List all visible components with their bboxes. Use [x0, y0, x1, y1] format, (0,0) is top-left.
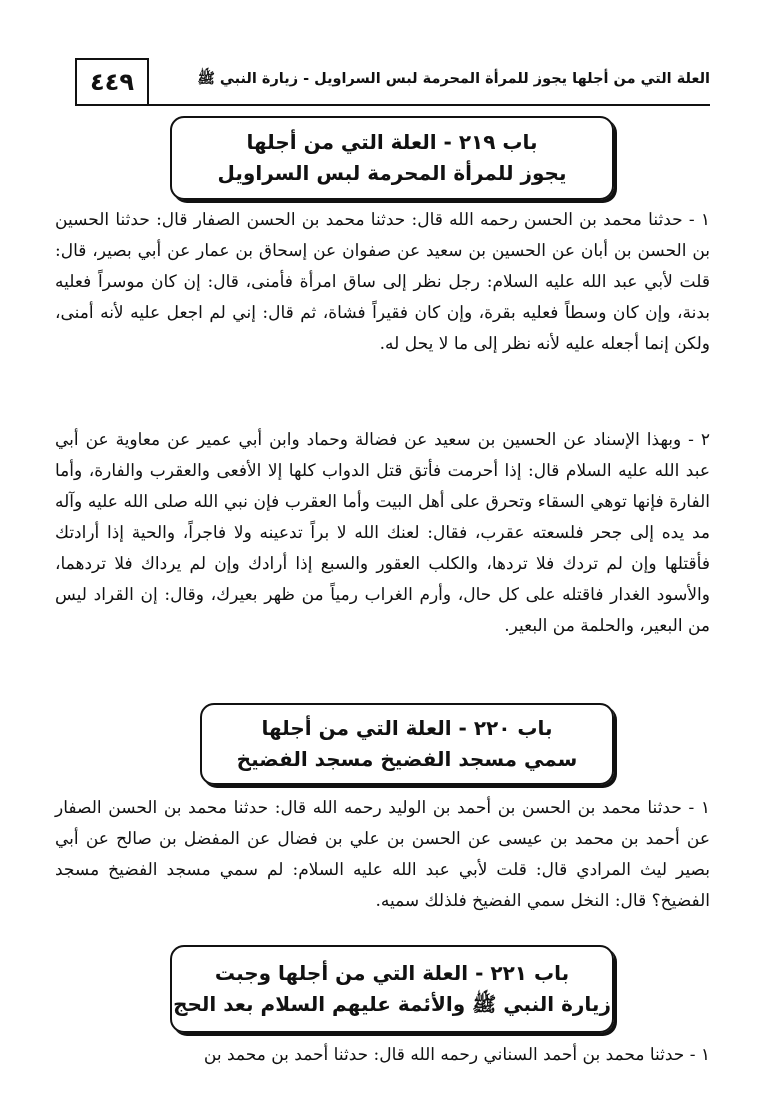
chapter-heading-line: باب ٢٢٠ - العلة التي من أجلها [261, 716, 553, 740]
chapter-heading-line: زيارة النبي ﷺ والأئمة عليهم السلام بعد الحج [173, 992, 611, 1016]
running-header [75, 58, 710, 106]
chapter-heading-line: سمي مسجد الفضيخ مسجد الفضيخ [236, 747, 578, 771]
chapter-heading-221 [170, 945, 614, 1033]
hadith-paragraph: ١ - حدثنا محمد بن الحسن رحمه الله قال: حدثنا محمد بن الحسن الصفار قال: حدثنا الحسين بن الحسن بن أبان عن الحسين بن سعيد عن صفوان عن إسحاق بن عمار عن أبي بصير، قال: قلت لأبي عبد الله عليه السلام: رجل نظر إلى ساق امرأة فأمنى، قال: إن كان موسراً فعليه بدنة، وإن كان وسطاً فعليه بقرة، وإن كان فقيراً فشاة، ثم قال: إني لم اجعل عليه لأنه أمنى، ولكن إنما أجعله عليه لأنه نظر إلى ما لا يحل له. [55, 210, 710, 354]
chapter-heading-220 [200, 703, 614, 785]
page-number: ٤٤٩ [75, 58, 149, 104]
hadith-paragraph: ١ - حدثنا محمد بن أحمد السناني رحمه الله قال: حدثنا أحمد بن محمد بن [203, 1045, 710, 1065]
chapter-heading-219 [170, 116, 614, 200]
chapter-heading-line: باب ٢٢١ - العلة التي من أجلها وجبت [214, 961, 570, 985]
running-title: العلة التي من أجلها يجوز للمرأة المحرمة لبس السراويل - زيارة النبي ﷺ [197, 70, 710, 87]
hadith-paragraph: ١ - حدثنا محمد بن الحسن بن أحمد بن الوليد رحمه الله قال: حدثنا محمد بن الحسن الصفار عن أحمد بن محمد بن عيسى عن الحسن بن علي بن فضال عن المفضل بن صالح عن أبي بصير ليث المرادي قال: قلت لأبي عبد الله عليه السلام: لم سمي مسجد الفضيخ مسجد الفضيخ؟ قال: النخل سمي الفضيخ فلذلك سميه. [55, 798, 710, 911]
chapter-heading-line: باب ٢١٩ - العلة التي من أجلها [246, 130, 538, 154]
chapter-heading-line: يجوز للمرأة المحرمة لبس السراويل [217, 161, 567, 185]
hadith-paragraph: ٢ - وبهذا الإسناد عن الحسين بن سعيد عن فضالة وحماد وابن أبي عمير عن معاوية عن أبي عبد الله عليه السلام قال: إذا أحرمت فأتق قتل الدواب كلها إلا الأفعى والعقرب والفارة، وأما الفارة فإنها توهي السقاء وتحرق على أهل البيت وأما العقرب فإن نبي الله صلى الله عليه وآله مد يده إلى جحر فلسعته عقرب، فقال: لعنك الله لا براً تدعينه ولا فاجراً، والحية إذا أرادتك فأقتلها وإن لم تردك فلا تردها، والكلب العقور والسبع إذا أرادك وإن لم يرداك فلا تردهما، والأسود الغدار فاقتله على كل حال، وأرم الغراب رمياً من ظهر بعيرك، وقال: إن القراد ليس من البعير، والحلمة من البعير. [55, 430, 710, 636]
